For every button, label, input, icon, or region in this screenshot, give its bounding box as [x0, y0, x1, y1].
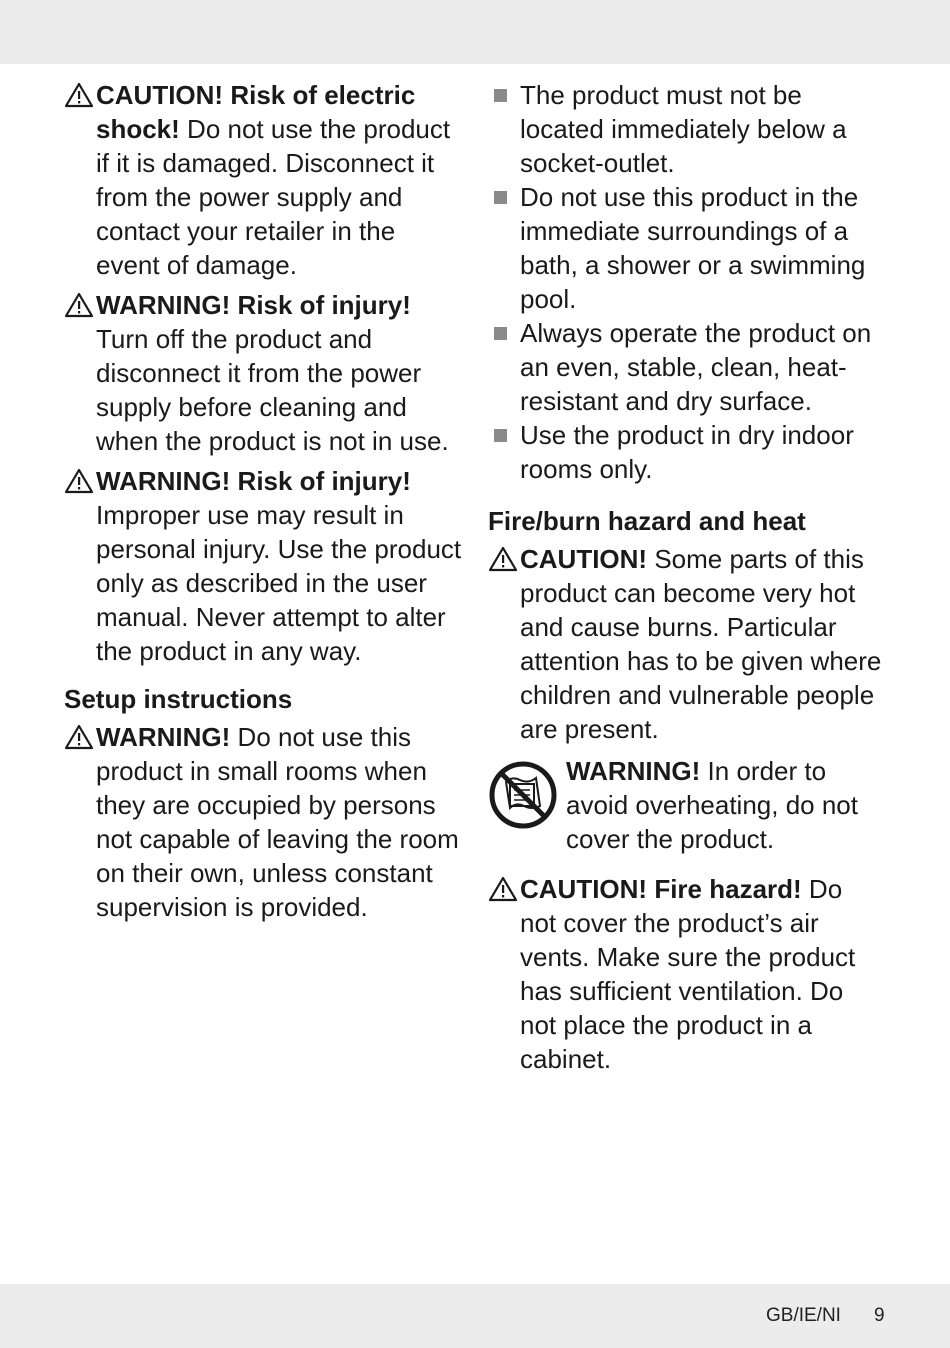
warning-injury-cleaning: [64, 288, 464, 458]
warning-triangle-icon: [64, 468, 94, 494]
list-item: [488, 78, 883, 180]
left-column: [64, 78, 464, 930]
caution-electric-shock: [64, 78, 464, 282]
caution-text: Some parts of this product can become very hot and cause burns. Particular attention has to be given where children and vulnerable people are present.: [520, 544, 882, 744]
list-item: [488, 418, 883, 486]
caution-label: CAUTION! Risk of electric shock!: [96, 80, 416, 144]
warning-triangle-icon: [488, 876, 518, 902]
caution-label: CAUTION! Fire hazard!: [520, 874, 802, 904]
do-not-cover-icon: [488, 760, 558, 830]
caution-hot-parts: [488, 542, 883, 746]
footer-language: GB/IE/NI: [766, 1305, 841, 1326]
page-number: 9: [874, 1305, 885, 1326]
fire-hazard-heading: Fire/burn hazard and heat: [488, 506, 806, 536]
warning-label: WARNING!: [96, 722, 231, 752]
setup-heading: Setup instructions: [64, 684, 293, 714]
warning-label: WARNING! Risk of injury!: [96, 290, 411, 320]
list-item-text: The product must not be located immediately below a socket-outlet.: [520, 80, 847, 178]
list-item-text: Always operate the product on an even, stable, clean, heat-resistant and dry surface.: [520, 318, 872, 416]
caution-fire-hazard: [488, 872, 883, 1076]
square-bullet-icon: [494, 89, 507, 102]
warning-label: WARNING!: [566, 756, 701, 786]
warning-injury-improper-use: [64, 464, 464, 668]
list-item: [488, 180, 883, 316]
caution-text: Do not cover the product’s air vents. Make sure the product has sufficient ventilation. Do not place the product in a cabinet.: [520, 874, 856, 1074]
warning-triangle-icon: [64, 724, 94, 750]
list-item: [488, 316, 883, 418]
square-bullet-icon: [494, 327, 507, 340]
caution-text: Do not use the product if it is damaged. Disconnect it from the power supply and contact your retailer in the event of damage.: [96, 114, 451, 280]
square-bullet-icon: [494, 429, 507, 442]
warning-triangle-icon: [64, 292, 94, 318]
warning-label: WARNING! Risk of injury!: [96, 466, 411, 496]
warning-text: Do not use this product in small rooms when they are occupied by persons not capable of leaving the room on their own, unless constant supervision is provided.: [96, 722, 459, 922]
warning-triangle-icon: [64, 82, 94, 108]
list-item-text: Use the product in dry indoor rooms only.: [520, 420, 854, 484]
warning-overheating: [488, 754, 883, 856]
warning-text: Improper use may result in personal injury. Use the product only as described in the user manual. Never attempt to alter the product in any way.: [96, 500, 462, 666]
square-bullet-icon: [494, 191, 507, 204]
right-column: [488, 78, 883, 1082]
warning-text: Turn off the product and disconnect it from the power supply before cleaning and when the product is not in use.: [96, 324, 449, 456]
caution-label: CAUTION!: [520, 544, 648, 574]
warning-text: In order to avoid overheating, do not cover the product.: [566, 756, 858, 854]
list-item-text: Do not use this product in the immediate surroundings of a bath, a shower or a swimming pool.: [520, 182, 866, 314]
header-band: [0, 0, 950, 64]
warning-small-rooms: [64, 720, 464, 924]
warning-triangle-icon: [488, 546, 518, 572]
